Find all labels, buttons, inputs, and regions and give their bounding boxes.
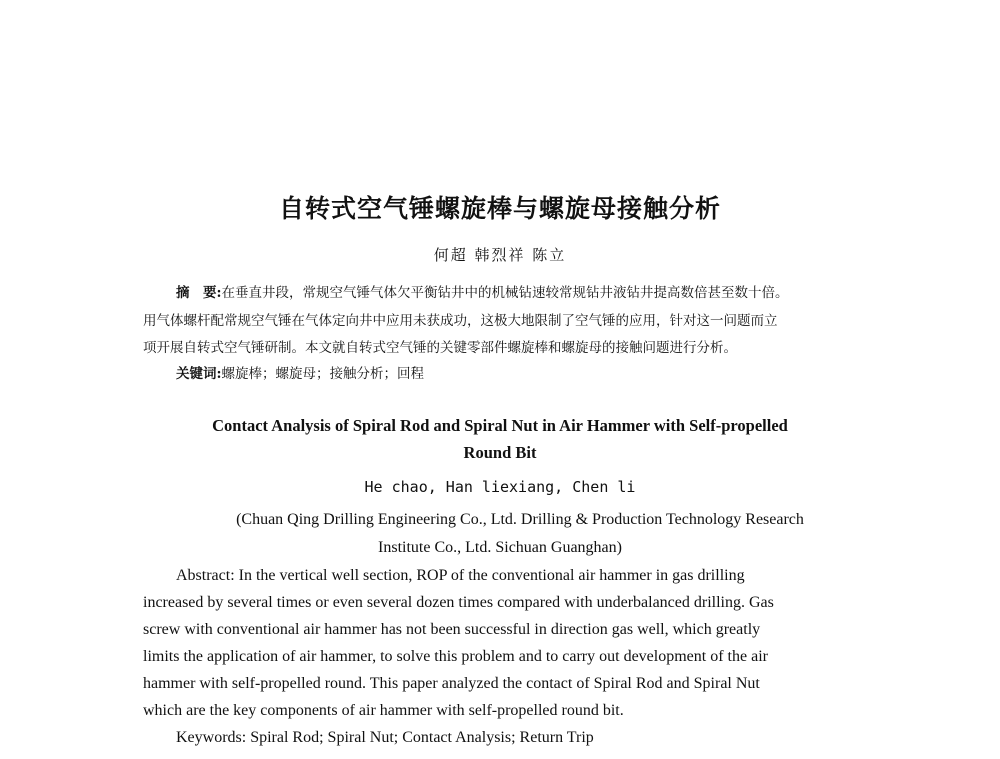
chinese-title: 自转式空气锤螺旋棒与螺旋母接触分析 <box>278 194 721 223</box>
chinese-abstract-text: 在垂直井段，常规空气锤气体欠平衡钻井中的机械钻速较常规钻井液钻井提高数倍甚至数十倍。 <box>221 285 789 301</box>
english-title-line: Contact Analysis of Spiral Rod and Spiral Nut in Air Hammer with Self-propelled <box>212 416 788 435</box>
chinese-keywords-label: 关键词: <box>176 366 222 382</box>
chinese-keywords-text: 螺旋棒；螺旋母；接触分析；回程 <box>221 366 424 382</box>
chinese-abstract-line: 用气体螺杆配常规空气锤在气体定向井中应用未获成功，这极大地限制了空气锤的应用，针对这一问题而立 <box>143 313 778 329</box>
english-affiliation-line: Institute Co., Ltd. Sichuan Guanghan) <box>378 539 622 556</box>
english-authors: He chao, Han liexiang, Chen li <box>364 478 636 496</box>
english-abstract-line: hammer with self-propelled round. This paper analyzed the contact of Spiral Rod and Spiral Nut <box>143 675 760 692</box>
chinese-keywords <box>143 362 863 382</box>
chinese-authors: 何超 韩烈祥 陈立 <box>433 246 567 264</box>
english-affiliation-line: (Chuan Qing Drilling Engineering Co., Ltd. Drilling & Production Technology Research <box>236 511 804 528</box>
chinese-abstract-label: 摘 要: <box>176 285 222 301</box>
chinese-abstract-line <box>143 281 863 301</box>
english-abstract-line: screw with conventional air hammer has not been successful in direction gas well, which greatly <box>143 621 761 638</box>
english-abstract-line: limits the application of air hammer, to solve this problem and to carry out development of the air <box>143 648 768 665</box>
english-title-line: Round Bit <box>463 443 537 462</box>
chinese-abstract-line: 项开展自转式空气锤研制。本文就自转式空气锤的关键零部件螺旋棒和螺旋母的接触问题进行分析。 <box>143 340 737 356</box>
english-abstract-line: increased by several times or even several dozen times compared with underbalanced drilling. Gas <box>143 594 774 611</box>
english-abstract-line: which are the key components of air hammer with self-propelled round bit. <box>143 702 624 719</box>
english-keywords: Keywords: Spiral Rod; Spiral Nut; Contact Analysis; Return Trip <box>176 729 594 746</box>
english-abstract-line: Abstract: In the vertical well section, ROP of the conventional air hammer in gas drilling <box>176 567 745 584</box>
